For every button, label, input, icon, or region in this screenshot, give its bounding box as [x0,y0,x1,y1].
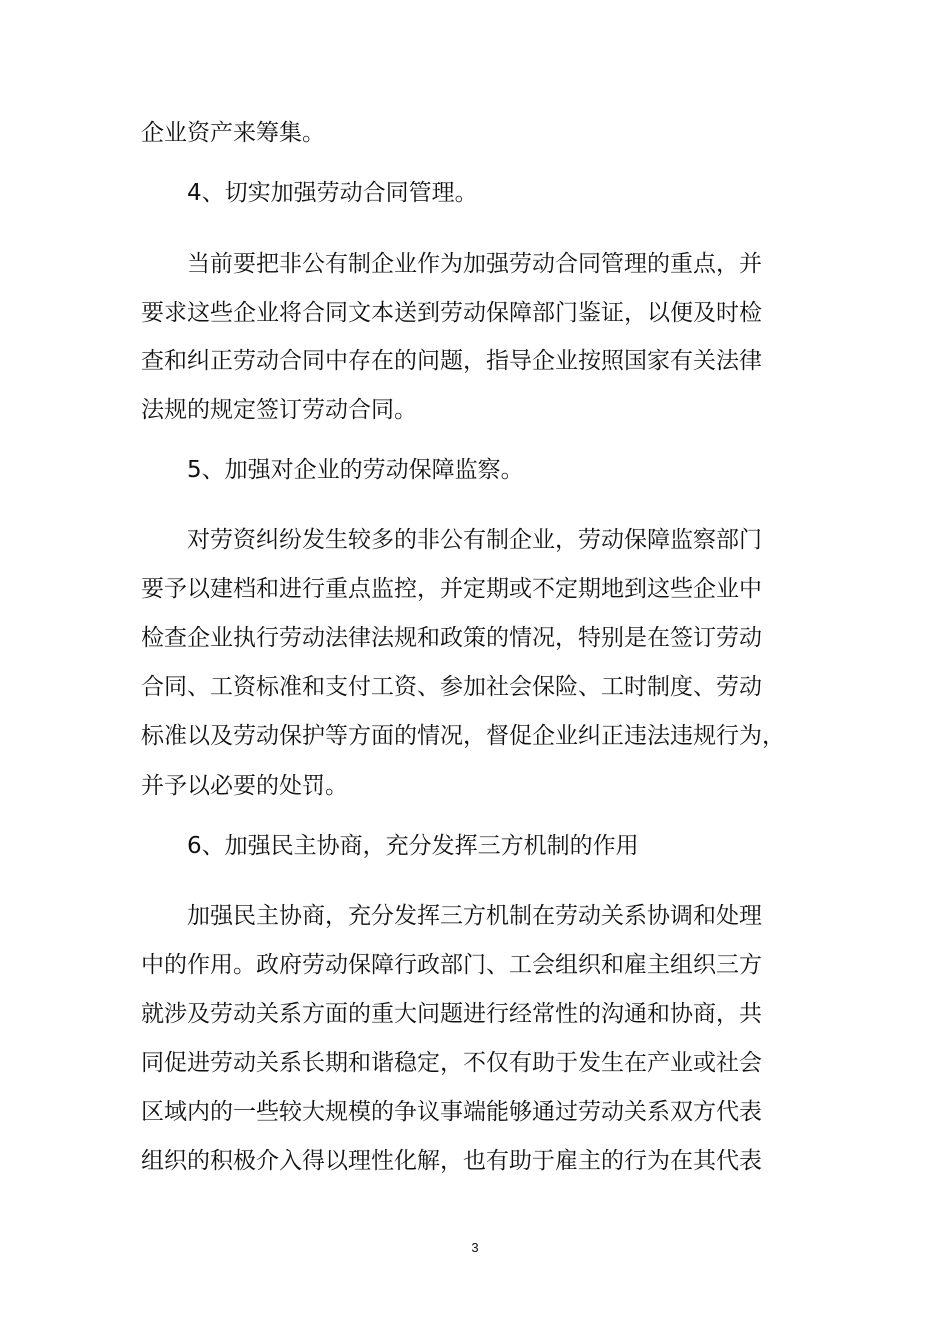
page-number: 3 [471,1240,479,1255]
text-line: 中的作用。政府劳动保障行政部门、工会组织和雇主组织三方 [141,952,762,978]
text-line: 法规的规定签订劳动合同。 [141,397,417,423]
text-line: 并予以必要的处罚。 [141,773,348,799]
text-line: 区域内的一些较大规模的争议事端能够通过劳动关系双方代表 [141,1099,762,1125]
text-line: 合同、工资标准和支付工资、参加社会保险、工时制度、劳动 [141,674,762,700]
text-line: 当前要把非公有制企业作为加强劳动合同管理的重点，并 [187,251,762,277]
text-line: 标准以及劳动保护等方面的情况，督促企业纠正违法违规行为， [141,723,785,749]
text-line: 就涉及劳动关系方面的重大问题进行经常性的沟通和协商，共 [141,1001,762,1027]
text-line: 组织的积极介入得以理性化解，也有助于雇主的行为在其代表 [141,1148,762,1174]
text-line: 要予以建档和进行重点监控，并定期或不定期地到这些企业中 [141,576,762,602]
text-line: 加强民主协商，充分发挥三方机制在劳动关系协调和处理 [187,903,762,929]
text-line: 查和纠正劳动合同中存在的问题，指导企业按照国家有关法律 [141,348,762,374]
section-heading: 6、加强民主协商，充分发挥三方机制的作用 [187,833,639,859]
section-heading: 5、加强对企业的劳动保障监察。 [187,457,524,483]
text-line: 检查企业执行劳动法律法规和政策的情况，特别是在签订劳动 [141,625,762,651]
text-line: 同促进劳动关系长期和谐稳定，不仅有助于发生在产业或社会 [141,1050,762,1076]
text-line: 要求这些企业将合同文本送到劳动保障部门鉴证，以便及时检 [141,300,762,326]
section-heading: 4、切实加强劳动合同管理。 [187,180,478,206]
text-line: 企业资产来筹集。 [141,120,325,146]
text-line: 对劳资纠纷发生较多的非公有制企业，劳动保障监察部门 [187,527,762,553]
